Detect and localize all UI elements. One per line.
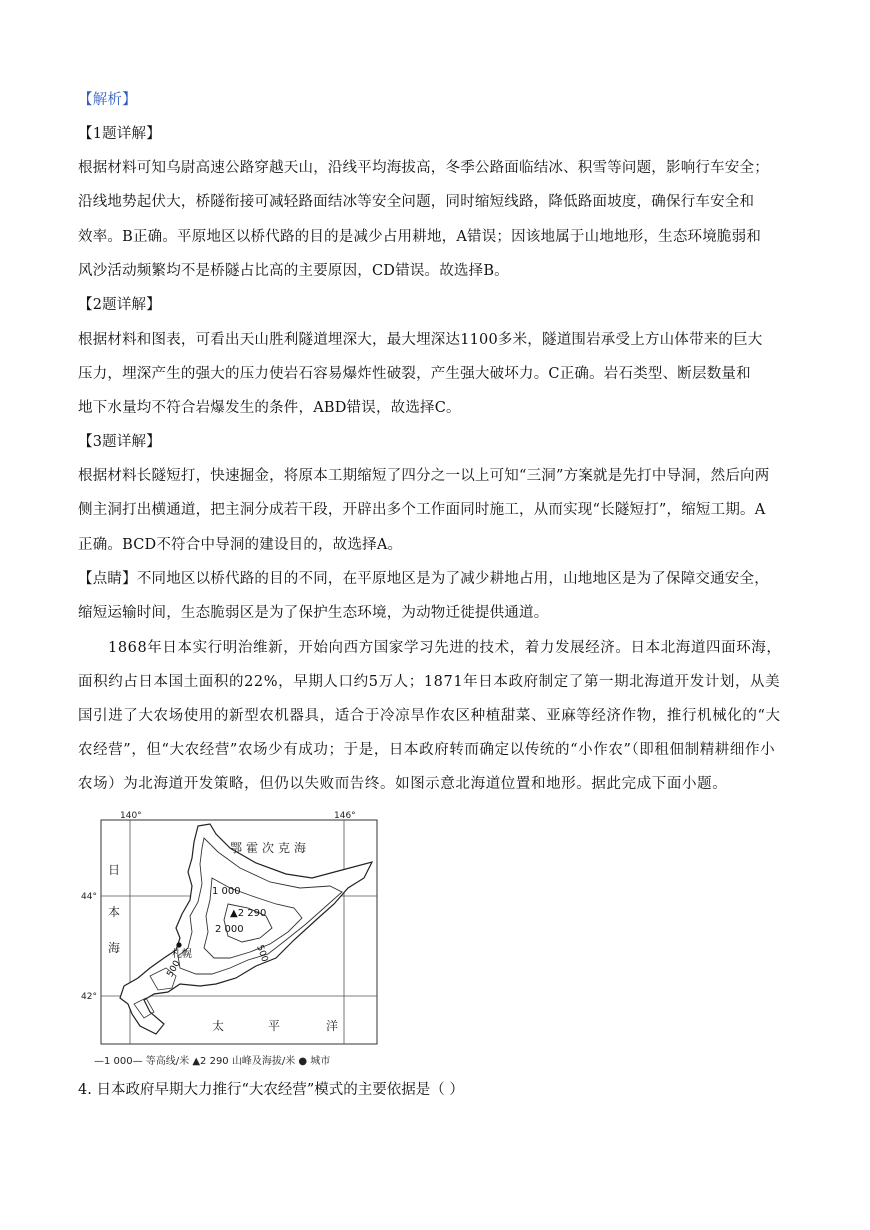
tip-title: 【点睛】 (78, 571, 137, 587)
sea-label-okhotsk: 鄂霍次克海 (230, 841, 311, 855)
q3-line: 侧主洞打出横通道，把主洞分成若干段，开辟出多个工作面同时施工，从而实现“长隧短打”，缩短工期。A (78, 502, 766, 518)
lat-label: 42° (81, 992, 97, 1002)
tip-line (78, 569, 794, 589)
contour-label: 1 000 (212, 886, 241, 897)
q2-line: 地下水量均不符合岩爆发生的条件，ABD错误，故选择C。 (78, 400, 461, 416)
sea-label-japan: 海 (108, 941, 121, 955)
sea-label-pacific: 太 (212, 1019, 225, 1033)
city-dot (176, 942, 181, 947)
intro-line: 1868年日本实行明治维新，开始向西方国家学习先进的技术，着力发展经济。日本北海道四面环海， (108, 640, 782, 656)
question-4: 4. 日本政府早期大力推行“大农经营”模式的主要依据是（ ） (78, 1082, 464, 1098)
lon-label: 140° (120, 811, 142, 821)
q3-title: 【3题详解】 (78, 434, 161, 450)
map-legend: —1 000— 等高线/米 ▲2 290 山峰及海拔/米 ● 城市 (94, 1056, 331, 1067)
sea-label-japan: 本 (108, 905, 121, 919)
q1-line: 沿线地势起伏大，桥隧衔接可减轻路面结冰等安全问题，同时缩短线路，降低路面坡度，确保行车安全和 (78, 194, 755, 210)
q1-title: 【1题详解】 (78, 126, 161, 142)
intro-line: 农经营”，但“大农经营”农场少有成功；于是，日本政府转而确定以传统的“小作农”（即租佃制精耕细作小 (78, 742, 776, 758)
intro-line: 面积约占日本国土面积的22%，早期人口约5万人；1871年日本政府制定了第一期北海道开发计划，从美 (78, 674, 781, 690)
contour-label: 500 (165, 959, 183, 979)
contour-label: 500 (254, 943, 270, 964)
sea-label-pacific: 洋 (326, 1019, 339, 1033)
q2-line: 压力，埋深产生的强大的压力使岩石容易爆炸性破裂，产生强大破坏力。C正确。岩石类型、断层数量和 (78, 366, 751, 382)
intro-line: 农场）为北海道开发策略，但仍以失败而告终。如图示意北海道位置和地形。据此完成下面小题。 (78, 776, 728, 792)
lat-label: 44° (81, 892, 97, 902)
q3-line: 根据材料长隧短打，快速掘金，将原本工期缩短了四分之一以上可知“三洞”方案就是先打中导洞，然后向两 (78, 468, 770, 484)
hokkaido-map (80, 808, 390, 1070)
lon-label: 146° (334, 811, 356, 821)
analysis-heading: 【解析】 (78, 92, 137, 108)
q1-line: 风沙活动频繁均不是桥隧占比高的主要原因，CD错误。故选择B。 (78, 263, 509, 279)
q3-line: 正确。BCD不符合中导洞的建设目的，故选择A。 (78, 537, 403, 553)
q1-line: 效率。B正确。平原地区以桥代路的目的是减少占用耕地，A错误；因该地属于山地地形，生态环境脆弱和 (78, 229, 762, 245)
sea-label-pacific: 平 (268, 1019, 281, 1033)
sea-label-japan: 日 (108, 863, 121, 877)
intro-line: 国引进了大农场使用的新型农机器具，适合于冷凉旱作农区种植甜菜、亚麻等经济作物，推行机械化的“大 (78, 708, 781, 724)
tip-text: 不同地区以桥代路的目的不同，在平原地区是为了减少耕地占用，山地地区是为了保障交通安全， (136, 571, 769, 587)
city-label: 札幌 (172, 949, 192, 960)
contour-label: 2 000 (215, 924, 244, 935)
tip-line: 缩短运输时间，生态脆弱区是为了保护生态环境，为动物迁徙提供通道。 (78, 605, 549, 621)
q2-line: 根据材料和图表，可看出天山胜利隧道埋深大，最大埋深达1100多米，隧道围岩承受上方山体带来的巨大 (78, 332, 763, 348)
peak-marker: ▲2 290 (230, 908, 267, 919)
q2-title: 【2题详解】 (78, 297, 161, 313)
q1-line: 根据材料可知乌尉高速公路穿越天山，沿线平均海拔高，冬季公路面临结冰、积雪等问题，影响行车安全； (78, 160, 769, 176)
